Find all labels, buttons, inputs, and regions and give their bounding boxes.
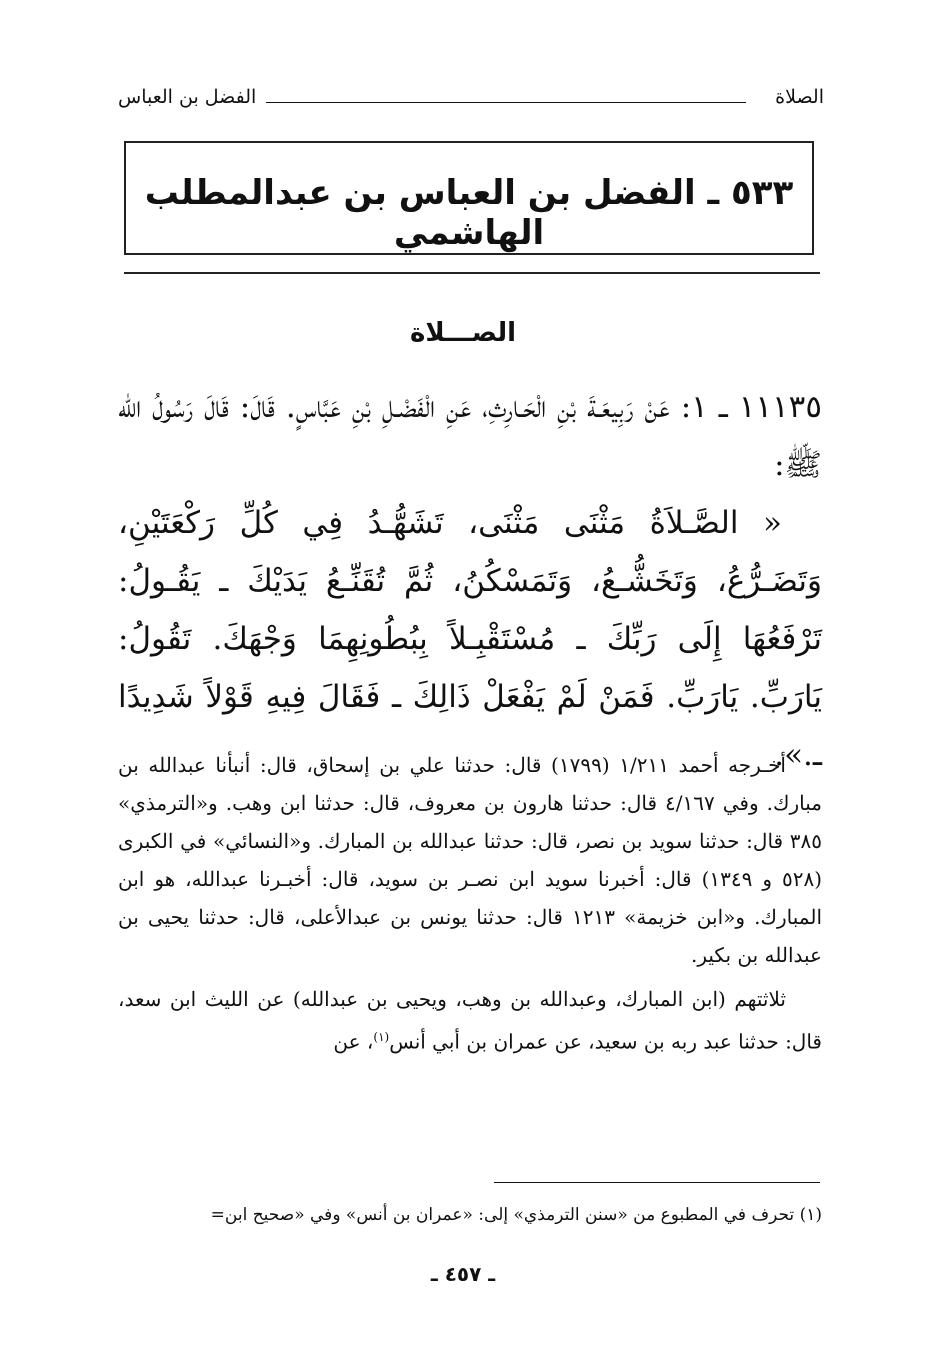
header-section-name: الصلاة [775, 86, 824, 108]
takhrij-text: ثلاثتهم (ابن المبارك، وعبدالله بن وهب، ويحيى بن عبدالله) عن الليث ابن سعد، قال: حدثنا عبد ربه بن سعيد، عن عمران بن أبي أنس [118, 987, 822, 1054]
takhrij-text-tail: ، عن [333, 1029, 374, 1054]
title-divider [124, 272, 820, 274]
header-companion-name: الفضل بن العباس [118, 86, 257, 108]
hadith-matn: « الصَّـلاَةُ مَثْنَى مَثْنَى، تَشَهُّـدُ فِي كُلِّ رَكْعَتَيْنِ، وَتَضَـرُّعُ، وَتَخَشُّـعُ، وَتَمَسْكُنُ، ثُمَّ تُقَنِّـعُ يَدَيْكَ ـ يَقُـولُ: تَرْفَعُهَا إِلَى رَبِّكَ ـ مُسْتَقْبِـلاً بِبُطُونِهِمَا وَجْهَكَ. تَقُولُ: يَارَبِّ. يَارَبِّ. فَمَنْ لَمْ يَفْعَلْ ذَالِكَ ـ فَقَالَ فِيهِ قَوْلاً شَدِيدًا ـ.». [118, 505, 822, 773]
page-number: ـ ٤٥٧ ـ [430, 1262, 496, 1286]
footnote: (١) تحرف في المطبوع من «سنن الترمذي» إلى: «عمران بن أنس» وفي «صحيح ابن= [210, 1205, 822, 1225]
header-rule [266, 102, 746, 103]
hadith-isnad: ١١١٣٥ ـ ١: عَنْ رَبِيعَـةَ بْنِ الْحَـارِثِ، عَنِ الْفَضْـلِ بْنِ عَبَّاسٍ. قَالَ: قَالَ رَسُولُ الله ﷺ: [118, 389, 822, 483]
takhrij-paragraph [118, 980, 822, 1061]
section-heading: الصـــلاة [409, 318, 517, 348]
takhrij-commentary [118, 746, 822, 1061]
footnote-marker: (١) [373, 1030, 390, 1044]
chapter-title: ٥٣٣ ـ الفضل بن العباس بن عبدالمطلب الهاشمي [144, 173, 794, 253]
chapter-title-box [124, 141, 814, 255]
running-header [118, 86, 824, 116]
hadith-text [118, 378, 822, 784]
footnote-separator [494, 1182, 820, 1183]
takhrij-paragraph: أخـرجه أحمد ١/٢١١ (١٧٩٩) قال: حدثنا علي بن إسحاق، قال: أنبأنا عبدالله بن مبارك. وفي ٤/١٦٧ قال: حدثنا هارون بن معروف، قال: حدثنا ابن وهب. و«الترمذي» ٣٨٥ قال: حدثنا سويد بن نصر، قال: حدثنا عبدالله بن المبارك. و«النسائي» في الكبرى (٥٢٨ و ١٣٤٩) قال: أخبرنا سويد ابن نصـر بن سويد، قال: أخبـرنا عبدالله، هو ابن المبارك. و«ابن خزيمة» ١٢١٣ قال: حدثنا يونس بن عبدالأعلى، قال: حدثنا يحيى بن عبدالله بن بكير. [118, 753, 823, 967]
